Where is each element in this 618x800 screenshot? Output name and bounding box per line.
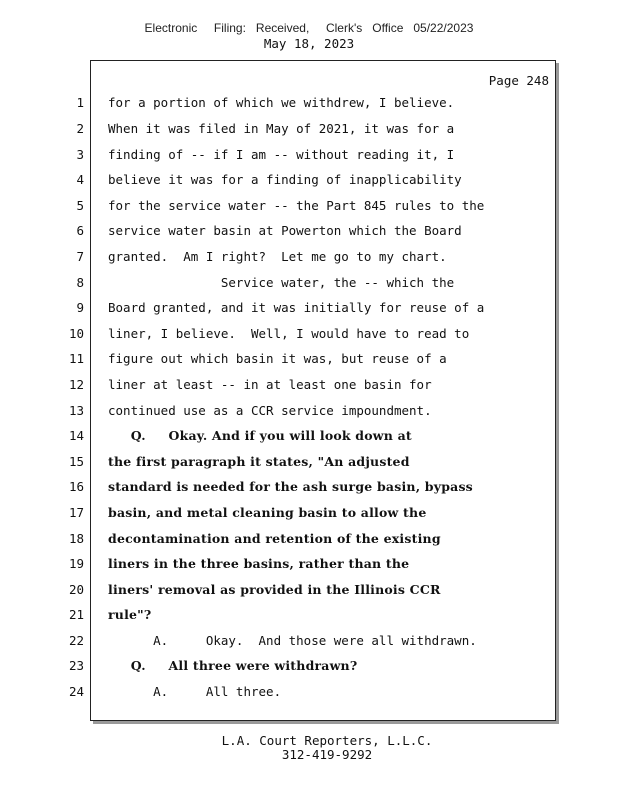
line-number: 21: [68, 607, 84, 622]
line-number: 3: [76, 147, 84, 162]
line-number: 19: [68, 556, 84, 571]
line-number: 11: [68, 351, 84, 366]
footer-company: L.A. Court Reporters, L.L.C.: [221, 733, 433, 748]
line-number: 16: [68, 479, 84, 494]
line-text: Q. Okay. And if you will look down at: [108, 428, 412, 443]
line-number: 18: [68, 531, 84, 546]
line-number: 15: [68, 454, 84, 469]
line-text: continued use as a CCR service impoundment.: [108, 403, 432, 418]
line-text: believe it was for a finding of inapplicability: [108, 172, 462, 187]
line-number: 2: [76, 121, 84, 136]
line-text: decontamination and retention of the existing: [108, 531, 441, 546]
filing-stamp: Electronic Filing: Received, Clerk's Office 05/22/2023: [144, 21, 474, 35]
line-text: Board granted, and it was initially for reuse of a: [108, 300, 485, 315]
line-number: 22: [68, 633, 84, 648]
line-text: When it was filed in May of 2021, it was for a: [108, 121, 455, 136]
line-text: for a portion of which we withdrew, I believe.: [108, 95, 455, 110]
line-number: 14: [68, 428, 84, 443]
line-number: 6: [76, 223, 84, 238]
line-number: 17: [68, 505, 84, 520]
line-text: liner, I believe. Well, I would have to read to: [108, 326, 470, 341]
line-number: 10: [68, 326, 84, 341]
line-text: basin, and metal cleaning basin to allow the: [108, 505, 427, 520]
line-number: 7: [76, 249, 84, 264]
line-text: liners' removal as provided in the Illinois CCR: [108, 582, 441, 597]
line-number: 13: [68, 403, 84, 418]
line-text: service water basin at Powerton which the Board: [108, 223, 462, 238]
line-text: A. All three.: [108, 684, 282, 699]
line-text: figure out which basin it was, but reuse of a: [108, 351, 447, 366]
line-number: 5: [76, 198, 84, 213]
line-text: A. Okay. And those were all withdrawn.: [108, 633, 477, 648]
line-number: 12: [68, 377, 84, 392]
page-number: Page 248: [488, 73, 549, 88]
line-text: liners in the three basins, rather than the: [108, 556, 410, 571]
line-text: the first paragraph it states, "An adjusted: [108, 454, 410, 469]
line-text: Service water, the -- which the: [108, 275, 455, 290]
line-text: finding of -- if I am -- without reading it, I: [108, 147, 455, 162]
line-text: rule"?: [108, 607, 152, 622]
header-date: May 18, 2023: [263, 36, 355, 51]
line-number: 23: [68, 658, 84, 673]
line-number: 4: [76, 172, 84, 187]
line-number: 20: [68, 582, 84, 597]
line-text: liner at least -- in at least one basin for: [108, 377, 432, 392]
line-number: 8: [76, 275, 84, 290]
line-number: 24: [68, 684, 84, 699]
footer-phone: 312-419-9292: [281, 747, 373, 762]
line-number: 9: [76, 300, 84, 315]
line-text: granted. Am I right? Let me go to my chart.: [108, 249, 447, 264]
line-text: for the service water -- the Part 845 rules to the: [108, 198, 485, 213]
line-text: Q. All three were withdrawn?: [108, 658, 358, 673]
line-number: 1: [76, 95, 84, 110]
line-text: standard is needed for the ash surge basin, bypass: [108, 479, 473, 494]
